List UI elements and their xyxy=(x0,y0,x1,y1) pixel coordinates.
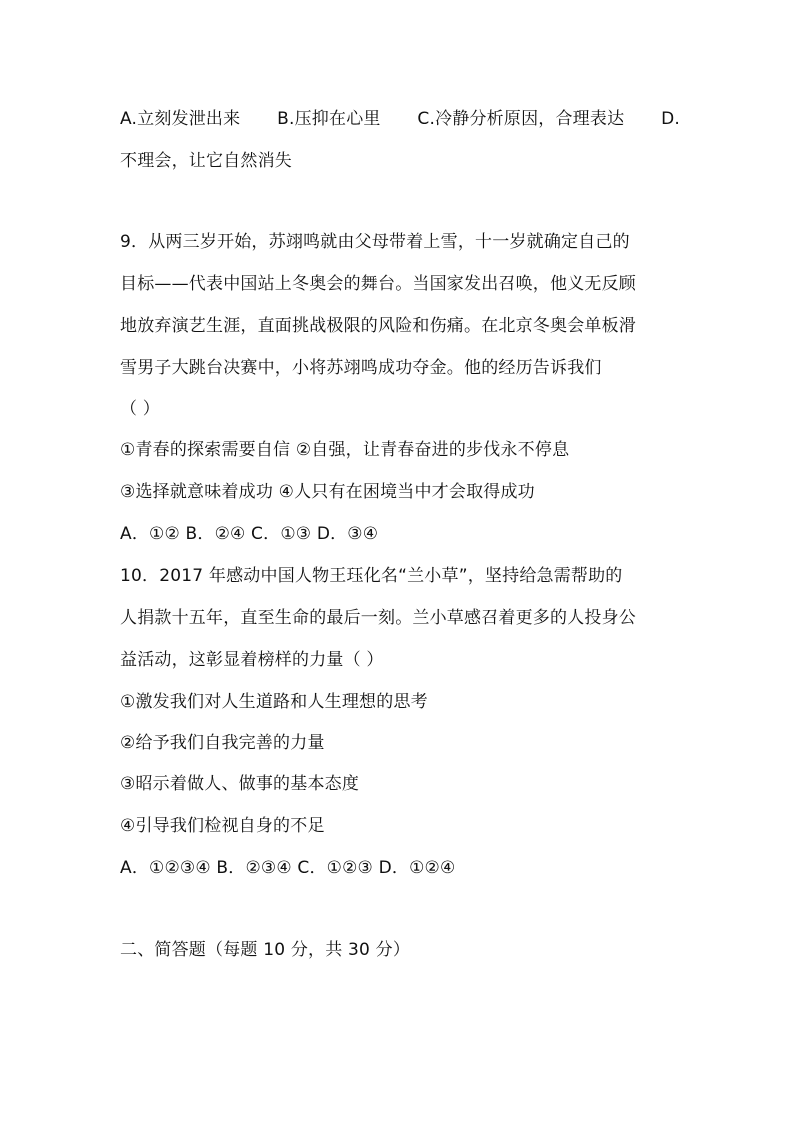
q9-stem-line-4: 雪男子大跳台决赛中，小将苏翊鸣成功夺金。他的经历告诉我们 xyxy=(120,358,602,378)
q8-option-a: A.立刻发泄出来 xyxy=(120,109,241,129)
q9-stem-line-3: 地放弃演艺生涯，直面挑战极限的风险和伤痛。在北京冬奥会单板滑 xyxy=(120,316,636,336)
q8-option-c: C.冷静分析原因，合理表达 xyxy=(417,109,625,129)
q10-statement-1: ①激发我们对人生道路和人生理想的思考 xyxy=(120,692,428,712)
q8-option-b: B.压抑在心里 xyxy=(277,109,381,129)
q10-statement-2: ②给予我们自我完善的力量 xyxy=(120,733,325,753)
q9-stem-line-2: 目标——代表中国站上冬奥会的舞台。当国家发出召唤，他义无反顾 xyxy=(120,274,636,294)
q9-stem-line-1: 9．从两三岁开始，苏翊鸣就由父母带着上雪，十一岁就确定自己的 xyxy=(120,232,630,252)
section-2-title: 二、简答题（每题 10 分，共 30 分） xyxy=(120,940,411,960)
q9-answer-options: A．①② B．②④ C．①③ D．③④ xyxy=(120,524,379,544)
q10-stem-line-2: 人捐款十五年，直至生命的最后一刻。兰小草感召着更多的人投身公 xyxy=(120,608,636,628)
q9-statement-1: ①青春的探索需要自信 ②自强，让青春奋进的步伐永不停息 xyxy=(120,440,570,460)
q10-statement-4: ④引导我们检视自身的不足 xyxy=(120,816,325,836)
q9-answer-blank: （ ） xyxy=(120,399,161,419)
q10-answer-options: A．①②③④ B．②③④ C．①②③ D．①②④ xyxy=(120,858,456,878)
q10-stem-line-1: 10．2017 年感动中国人物王珏化名“兰小草”，坚持给急需帮助的 xyxy=(120,566,623,586)
q9-statement-2: ③选择就意味着成功 ④人只有在困境当中才会取得成功 xyxy=(120,482,535,502)
q8-option-d-label: D. xyxy=(661,109,680,129)
q10-stem-line-3: 益活动，这彰显着榜样的力量（ ） xyxy=(120,650,384,670)
q10-statement-3: ③昭示着做人、做事的基本态度 xyxy=(120,774,360,794)
q8-option-d-text: 不理会，让它自然消失 xyxy=(120,151,292,171)
q8-options-row xyxy=(120,107,680,131)
